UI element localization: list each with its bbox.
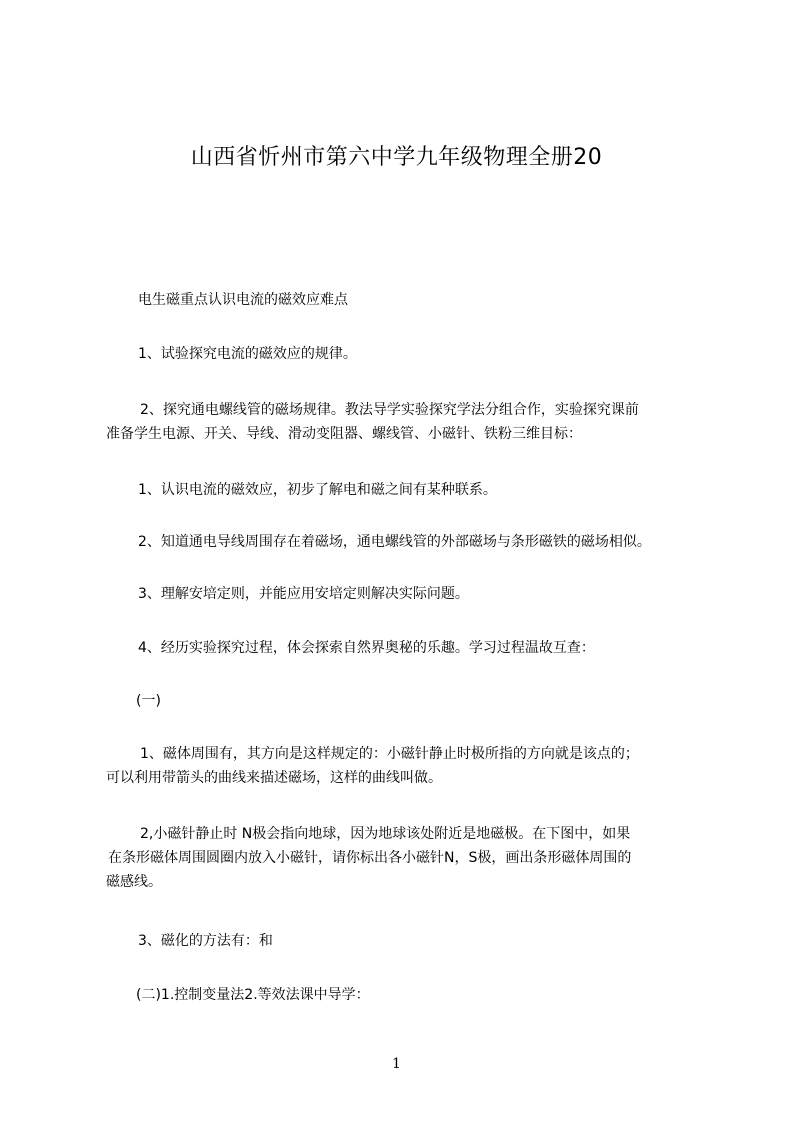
paragraph-line: 在条形磁体周围圆圈内放入小磁针，请你标出各小磁针N，S极，画出条形磁体周围的 [108,850,632,866]
paragraph [138,929,750,953]
paragraph [106,398,718,446]
page-number: 1 [392,1056,401,1072]
paragraph-line: 1、磁体周围有，其方向是这样规定的：小磁针静止时极所指的方向就是该点的； [140,746,639,762]
paragraph-line: 2、知道通电导线周围存在着磁场，通电螺线管的外部磁场与条形磁铁的磁场相似。 [138,534,651,550]
paragraph [138,342,750,366]
paragraph-line: 电生磁重点认识电流的磁效应难点 [138,292,348,308]
paragraph [138,530,750,554]
paragraph-line: 可以利用带箭头的曲线来描述磁场，这样的曲线叫做。 [106,770,442,786]
paragraph-line: 1、认识电流的磁效应，初步了解电和磁之间有某种联系。 [138,482,497,498]
paragraph-line: 2,小磁针静止时 N极会指向地球，因为地球该处附近是地磁极。在下图中，如果 [140,826,631,842]
paragraph [138,288,750,312]
paragraph [138,478,750,502]
paragraph-line: 3、理解安培定则，并能应用安培定则解决实际问题。 [138,586,469,602]
paragraph [138,636,750,660]
paragraph-line: 磁感线。 [106,874,162,890]
paragraph [138,582,750,606]
paragraph-line: 2、探究通电螺线管的磁场规律。教法导学实验探究学法分组合作，实验探究课前 [140,402,639,418]
document-title: 山西省忻州市第六中学九年级物理全册20 [190,145,603,170]
paragraph-line: 3、磁化的方法有：和 [138,933,273,949]
paragraph-line: 准备学生电源、开关、导线、滑动变阻器、螺线管、小磁针、铁粉三维目标： [106,426,582,442]
paragraph-line: 1、试验探究电流的磁效应的规律。 [138,346,357,362]
paragraph-line: (二)1.控制变量法2.等效法课中导学： [136,987,370,1003]
paragraph [106,742,718,790]
paragraph [136,983,748,1007]
paragraph-line: 4、经历实验探究过程，体会探索自然界奥秘的乐趣。学习过程温故互查： [138,640,595,656]
paragraph-line: (一) [136,693,161,709]
paragraph [106,822,718,894]
paragraph [136,689,748,713]
